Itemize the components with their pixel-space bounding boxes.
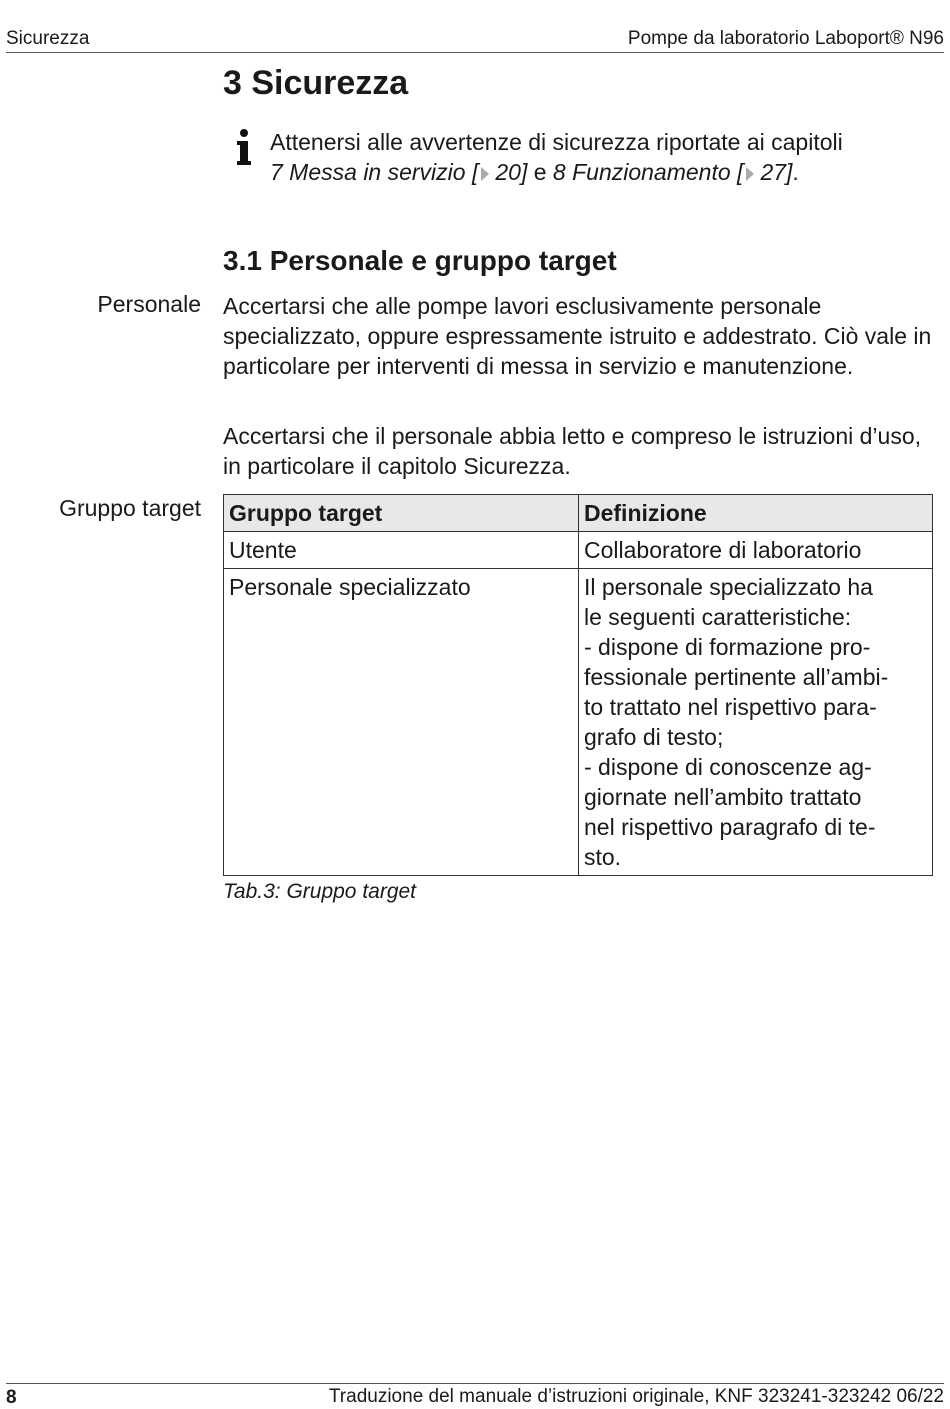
side-label-personale: Personale [97,291,201,317]
page-arrow-icon [481,167,489,181]
footer-document-info: Traduzione del manuale d’istruzioni originale, KNF 323241-323242 06/22 [328,1386,944,1407]
note-end: . [792,159,799,185]
page-header [6,28,944,53]
page-arrow-icon [746,167,754,181]
table-header-gruppo-target: Gruppo target [224,495,579,532]
table-cell-group: Utente [224,532,579,569]
personale-paragraph-1: Accertarsi che alle pompe lavori esclusivamente personale specializzato, oppure espressamente istruito e addestrato. Ciò vale in particolare per interventi di messa in servizio e manutenzione. [223,293,932,379]
page-number: 8 [6,1387,17,1408]
target-group-table [223,494,933,876]
table-cell-group: Personale specializzato [224,569,579,876]
note-connector: e [533,159,547,185]
info-icon [237,129,251,167]
note-ref-funzionamento[interactable]: 8 Funzionamento [ 27] [552,159,793,185]
chapter-title: 3 Sicurezza [223,64,409,102]
note-ref-messa-in-servizio[interactable]: 7 Messa in servizio [ 20] [270,159,528,185]
header-product-name: Pompe da laboratorio Laboport® N96 [627,28,944,49]
table-row [224,569,933,876]
personale-paragraph-2: Accertarsi che il personale abbia letto e compreso le istruzioni d’uso, in particolare il capitolo Sicurezza. [223,423,922,479]
table-row [224,532,933,569]
section-title: 3.1 Personale e gruppo target [223,245,617,276]
safety-note-text [270,127,935,187]
side-label-gruppo-target: Gruppo target [59,495,201,521]
note-intro: Attenersi alle avvertenze di sicurezza riportate ai capitoli [270,129,843,155]
table-header-row [224,495,933,532]
table-cell-definition: Il personale specializzato ha le seguenti caratteristiche: - dispone di formazione pro- fessionale pertinente all’ambi- to trattato nel rispettivo para- grafo di testo; - dispone di conoscenze ag- giornate nell’ambito trattato nel rispettivo paragrafo di te- sto. [579,569,933,876]
table-cell-definition: Collaboratore di laboratorio [579,532,933,569]
table-header-definizione: Definizione [579,495,933,532]
page-footer [6,1383,944,1408]
header-section-name: Sicurezza [6,28,90,49]
table-caption: Tab.3: Gruppo target [223,880,417,903]
